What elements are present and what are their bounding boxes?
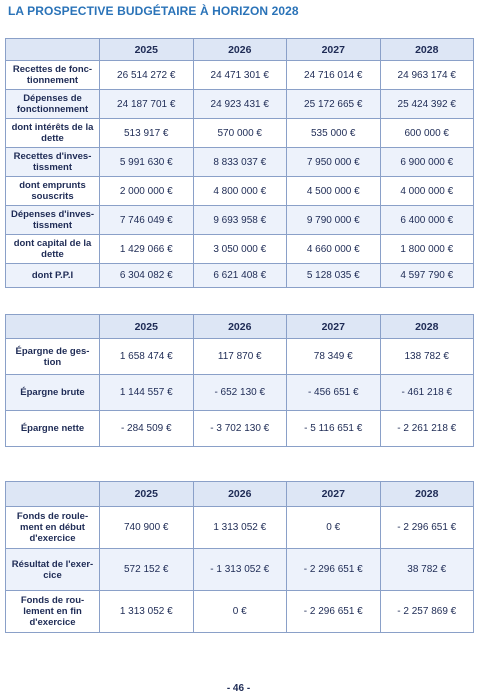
table-row xyxy=(6,411,474,447)
value-cell: 3 050 000 € xyxy=(193,235,287,264)
value-cell: 8 833 037 € xyxy=(193,148,287,177)
value-cell: - 2 257 869 € xyxy=(380,591,474,633)
value-cell: - 456 651 € xyxy=(287,375,381,411)
year-header: 2026 xyxy=(193,482,287,507)
page-title: LA PROSPECTIVE BUDGÉTAIRE À HORIZON 2028 xyxy=(8,4,299,18)
value-cell: 4 597 790 € xyxy=(380,264,474,288)
value-cell: 600 000 € xyxy=(380,119,474,148)
year-header: 2027 xyxy=(287,39,381,61)
value-cell: 1 429 066 € xyxy=(100,235,194,264)
table-row xyxy=(6,549,474,591)
value-cell: 7 950 000 € xyxy=(287,148,381,177)
table-row xyxy=(6,235,474,264)
value-cell: - 5 116 651 € xyxy=(287,411,381,447)
value-cell: - 284 509 € xyxy=(100,411,194,447)
value-cell: - 2 296 651 € xyxy=(287,549,381,591)
value-cell: 1 313 052 € xyxy=(100,591,194,633)
page-number: - 46 - xyxy=(226,683,251,694)
row-label: dont P.P.I xyxy=(6,264,100,288)
row-label: Résultat de l'exer-cice xyxy=(6,549,100,591)
value-cell: 25 172 665 € xyxy=(287,90,381,119)
value-cell: 24 963 174 € xyxy=(380,61,474,90)
value-cell: 0 € xyxy=(193,591,287,633)
value-cell: 138 782 € xyxy=(380,339,474,375)
row-label: Fonds de rou-lement en fin d'exercice xyxy=(6,591,100,633)
year-header: 2028 xyxy=(380,482,474,507)
value-cell: 6 621 408 € xyxy=(193,264,287,288)
row-label: dont intérêts de la dette xyxy=(6,119,100,148)
row-label: dont capital de la dette xyxy=(6,235,100,264)
table-header-row xyxy=(6,39,474,61)
table-row xyxy=(6,264,474,288)
value-cell: 570 000 € xyxy=(193,119,287,148)
value-cell: 78 349 € xyxy=(287,339,381,375)
year-header: 2028 xyxy=(380,315,474,339)
value-cell: 740 900 € xyxy=(100,507,194,549)
value-cell: 1 144 557 € xyxy=(100,375,194,411)
year-header: 2028 xyxy=(380,39,474,61)
value-cell: 572 152 € xyxy=(100,549,194,591)
value-cell: 4 500 000 € xyxy=(287,177,381,206)
value-cell: 24 471 301 € xyxy=(193,61,287,90)
table-corner-cell xyxy=(6,315,100,339)
table-row xyxy=(6,61,474,90)
value-cell: 7 746 049 € xyxy=(100,206,194,235)
table-corner-cell xyxy=(6,39,100,61)
year-header: 2025 xyxy=(100,482,194,507)
row-label: Dépenses d'inves-tissment xyxy=(6,206,100,235)
value-cell: 24 716 014 € xyxy=(287,61,381,90)
value-cell: 2 000 000 € xyxy=(100,177,194,206)
row-label: dont emprunts souscrits xyxy=(6,177,100,206)
row-label: Dépenses de fonctionnement xyxy=(6,90,100,119)
year-header: 2027 xyxy=(287,482,381,507)
year-header: 2027 xyxy=(287,315,381,339)
value-cell: - 3 702 130 € xyxy=(193,411,287,447)
row-label: Épargne nette xyxy=(6,411,100,447)
value-cell: - 2 296 651 € xyxy=(287,591,381,633)
value-cell: 4 660 000 € xyxy=(287,235,381,264)
value-cell: 117 870 € xyxy=(193,339,287,375)
value-cell: 25 424 392 € xyxy=(380,90,474,119)
value-cell: 9 693 958 € xyxy=(193,206,287,235)
savings-table xyxy=(5,314,474,447)
value-cell: 26 514 272 € xyxy=(100,61,194,90)
row-label: Épargne de ges-tion xyxy=(6,339,100,375)
value-cell: 1 800 000 € xyxy=(380,235,474,264)
table-row xyxy=(6,206,474,235)
value-cell: 6 400 000 € xyxy=(380,206,474,235)
year-header: 2025 xyxy=(100,315,194,339)
table-row xyxy=(6,90,474,119)
table-row xyxy=(6,591,474,633)
working-capital-table xyxy=(5,481,474,633)
value-cell: 6 304 082 € xyxy=(100,264,194,288)
value-cell: - 2 296 651 € xyxy=(380,507,474,549)
value-cell: - 1 313 052 € xyxy=(193,549,287,591)
table-corner-cell xyxy=(6,482,100,507)
value-cell: 1 313 052 € xyxy=(193,507,287,549)
value-cell: 24 187 701 € xyxy=(100,90,194,119)
value-cell: 4 000 000 € xyxy=(380,177,474,206)
row-label: Fonds de roule-ment en début d'exercice xyxy=(6,507,100,549)
table-row xyxy=(6,375,474,411)
value-cell: 513 917 € xyxy=(100,119,194,148)
table-row xyxy=(6,177,474,206)
value-cell: 1 658 474 € xyxy=(100,339,194,375)
value-cell: - 652 130 € xyxy=(193,375,287,411)
table-header-row xyxy=(6,315,474,339)
value-cell: 9 790 000 € xyxy=(287,206,381,235)
row-label: Épargne brute xyxy=(6,375,100,411)
table-header-row xyxy=(6,482,474,507)
year-header: 2025 xyxy=(100,39,194,61)
table-row xyxy=(6,339,474,375)
value-cell: 6 900 000 € xyxy=(380,148,474,177)
budget-table xyxy=(5,38,474,288)
table-row xyxy=(6,119,474,148)
value-cell: 38 782 € xyxy=(380,549,474,591)
row-label: Recettes de fonc-tionnement xyxy=(6,61,100,90)
value-cell: 0 € xyxy=(287,507,381,549)
value-cell: - 2 261 218 € xyxy=(380,411,474,447)
value-cell: 4 800 000 € xyxy=(193,177,287,206)
year-header: 2026 xyxy=(193,39,287,61)
value-cell: - 461 218 € xyxy=(380,375,474,411)
row-label: Recettes d'inves-tissment xyxy=(6,148,100,177)
table-row xyxy=(6,148,474,177)
value-cell: 5 991 630 € xyxy=(100,148,194,177)
value-cell: 5 128 035 € xyxy=(287,264,381,288)
year-header: 2026 xyxy=(193,315,287,339)
value-cell: 535 000 € xyxy=(287,119,381,148)
value-cell: 24 923 431 € xyxy=(193,90,287,119)
table-row xyxy=(6,507,474,549)
